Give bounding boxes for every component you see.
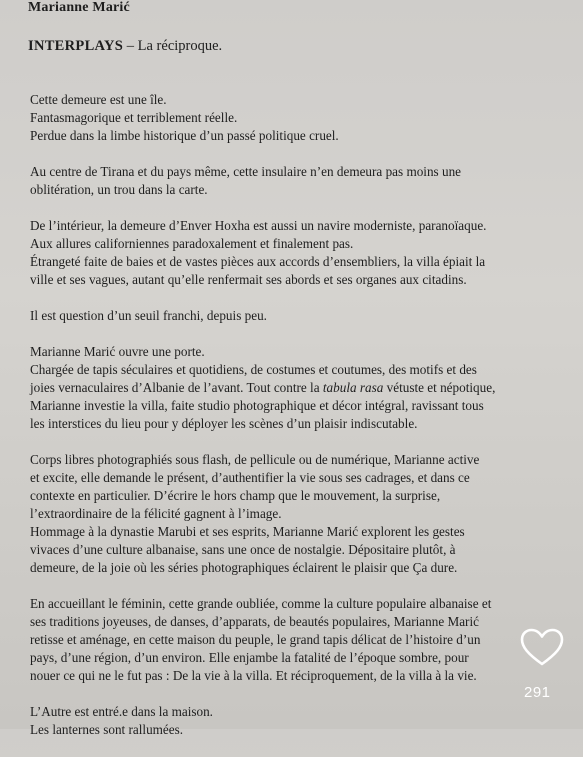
- title-rest: – La réciproque.: [123, 38, 223, 54]
- text-line: En accueillant le féminin, cette grande oubliée, comme la culture populaire albanaise et: [30, 596, 492, 611]
- text-line: Étrangeté faite de baies et de vastes pièces aux accords d’ensembliers, la villa épiait la: [30, 254, 486, 269]
- paragraph: [30, 217, 540, 289]
- text-line: et excite, elle demande le présent, d’authentifier la vie sous ses cadrages, et dans ce: [30, 470, 470, 485]
- like-count: 291: [524, 684, 551, 701]
- text-line: vivaces d’une culture albanaise, sans une once de nostalgie. Dépositaire plutôt, à: [30, 542, 456, 557]
- text-line: Marianne Marić ouvre une porte.: [30, 344, 205, 359]
- paragraph: [30, 91, 540, 145]
- text-line: demeure, de la joie où les séries photographiques éclairent le plaisir que Ça dure.: [30, 560, 458, 575]
- paragraph: [30, 595, 540, 685]
- text-body: [30, 91, 540, 757]
- paragraph: [30, 163, 540, 199]
- text-line: ville et ses vagues, autant qu’elle renfermait ses abords et ses organes aux citadins.: [30, 272, 467, 287]
- text-line: Marianne investie la villa, faite studio photographique et décor intégral, ravissant tous: [30, 398, 484, 413]
- text-line: De l’intérieur, la demeure d’Enver Hoxha est aussi un navire moderniste, paranoïaque.: [30, 218, 487, 233]
- heart-outline-icon[interactable]: [520, 628, 564, 668]
- paragraph: [30, 703, 540, 739]
- text-title: [28, 37, 222, 55]
- text-line: Hommage à la dynastie Marubi et ses esprits, Marianne Marić explorent les gestes: [30, 524, 465, 539]
- text-line: Aux allures californiennes paradoxalement et finalement pas.: [30, 236, 354, 251]
- text-line: Au centre de Tirana et du pays même, cette insulaire n’en demeura pas moins une: [30, 164, 462, 179]
- text-line: joies vernaculaires d’Albanie de l’avant. Tout contre la tabula rasa vétuste et népotique,: [30, 380, 496, 395]
- text-line: ses traditions joyeuses, de danses, d’apparats, de beautés populaires, Marianne Marić: [30, 614, 479, 629]
- text-line: l’extraordinaire de la félicité gagnent à l’image.: [30, 506, 282, 521]
- title-caps: INTERPLAYS: [28, 38, 124, 54]
- paragraph: [30, 307, 540, 325]
- paragraph: [30, 451, 540, 577]
- text-line: nouer ce qui ne le fut pas : De la vie à la villa. Et réciproquement, de la villa à la vie.: [30, 668, 477, 683]
- text-line: oblitération, un trou dans la carte.: [30, 182, 208, 197]
- paragraph: [30, 343, 540, 433]
- text-line: Cette demeure est une île.: [30, 92, 167, 107]
- text-line: Fantasmagorique et terriblement réelle.: [30, 110, 238, 125]
- text-line: Corps libres photographiés sous flash, de pellicule ou de numérique, Marianne active: [30, 452, 480, 467]
- text-line: Chargée de tapis séculaires et quotidiens, de costumes et coutumes, des motifs et des: [30, 362, 477, 377]
- text-line: les interstices du lieu pour y déployer les scènes d’un plaisir indiscutable.: [30, 416, 418, 431]
- text-line: contexte en particulier. D’écrire le hors champ que le mouvement, la surprise,: [30, 488, 441, 503]
- author-name: Marianne Marić: [28, 0, 130, 15]
- text-line: retisse et aménage, en cette maison du peuple, le grand tapis délicat de l’histoire d’un: [30, 632, 481, 647]
- text-line: Perdue dans la limbe historique d’un passé politique cruel.: [30, 128, 339, 143]
- text-line: L’Autre est entré.e dans la maison.: [30, 704, 213, 719]
- text-line: Les lanternes sont rallumées.: [30, 722, 184, 737]
- text-line: pays, d’une région, d’un environ. Elle enjambe la fatalité de l’époque sombre, pour: [30, 650, 469, 665]
- text-line: Il est question d’un seuil franchi, depuis peu.: [30, 308, 267, 323]
